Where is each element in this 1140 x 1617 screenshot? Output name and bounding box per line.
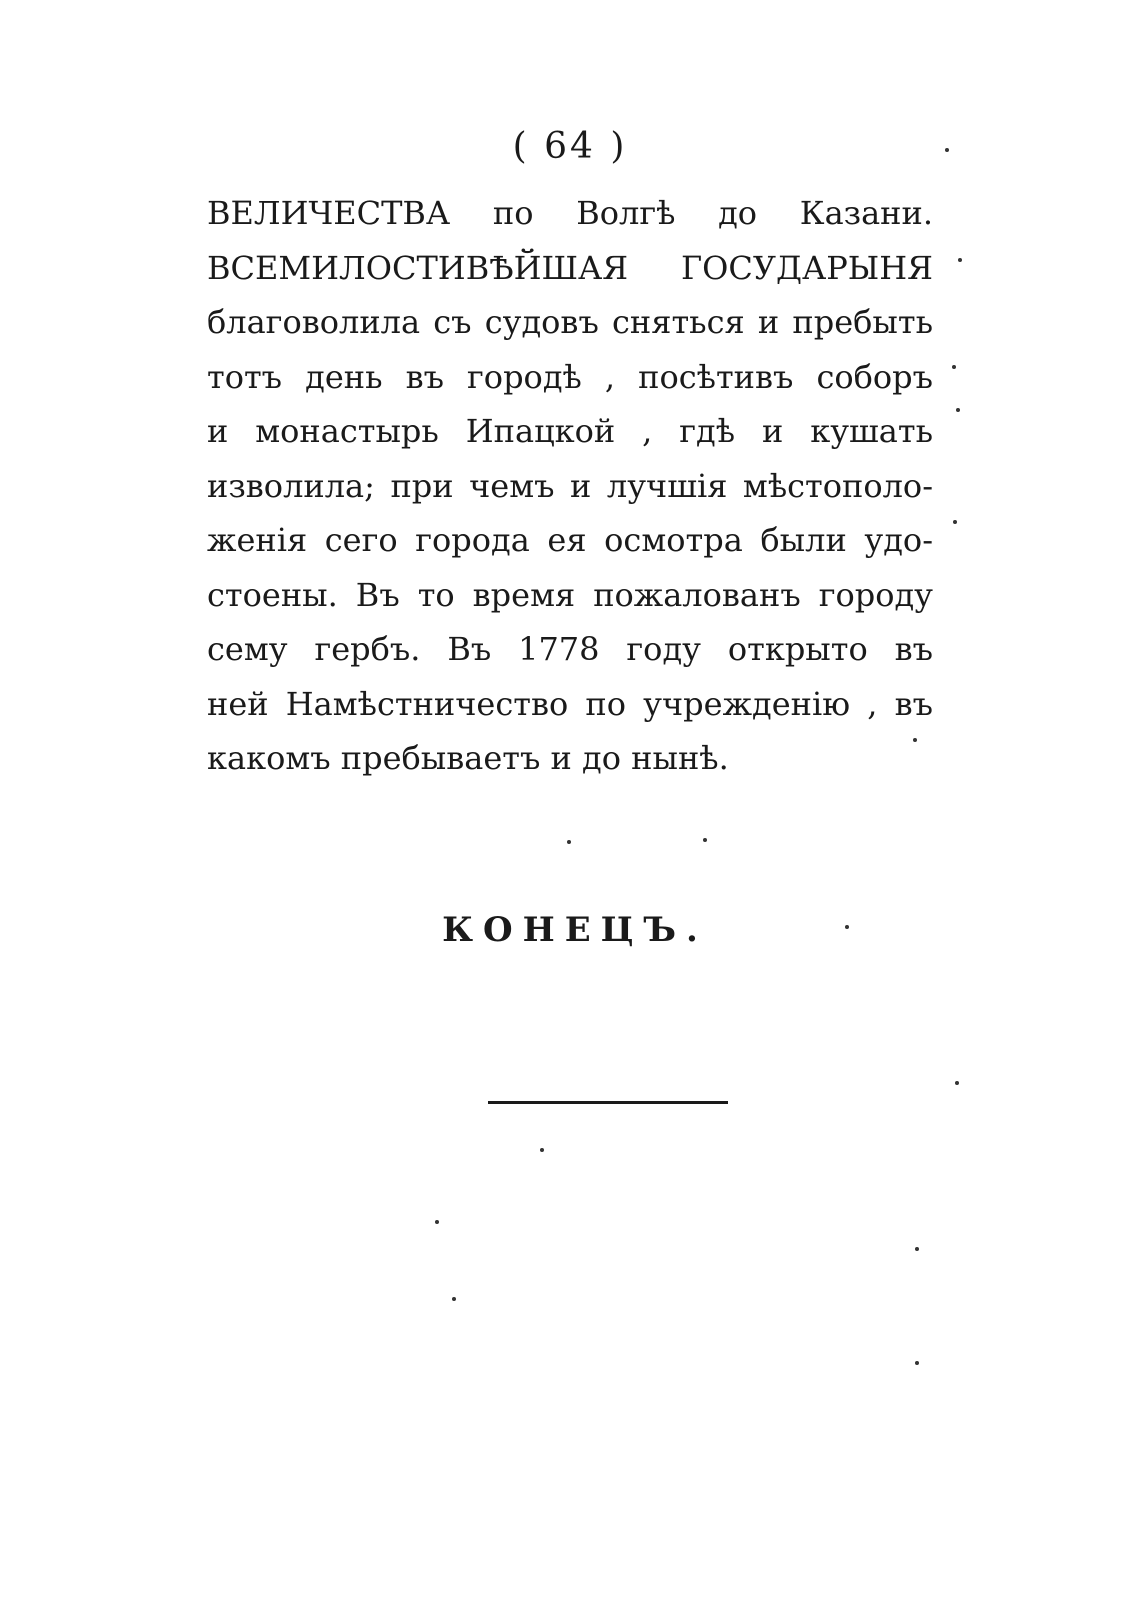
text-line: женiя сего города ея осмотра были удо- [207, 521, 933, 559]
ink-speck [452, 1297, 456, 1301]
ink-speck [845, 925, 849, 929]
text-line: благоволила съ судовъ сняться и пребыть [207, 303, 933, 341]
ink-speck [953, 520, 957, 524]
ink-speck [956, 408, 960, 412]
text-line: сему гербъ. Въ 1778 году открыто въ [207, 630, 933, 668]
ink-speck [958, 258, 962, 262]
ink-speck [915, 1361, 919, 1365]
text-line: тотъ день въ городѣ , посѣтивъ соборъ [207, 357, 933, 396]
page-number: ( 64 ) [512, 126, 628, 167]
ink-speck [540, 1148, 544, 1152]
ink-speck [703, 838, 707, 842]
text-line: ВЕЛИЧЕСТВА по Волгѣ до Казани. [207, 194, 933, 232]
body-text [207, 186, 933, 786]
ink-speck [915, 1247, 919, 1251]
ink-speck [567, 840, 571, 844]
ink-speck [955, 1081, 959, 1085]
ink-speck [913, 738, 917, 742]
ornamental-rule [488, 1101, 728, 1104]
ink-speck [435, 1220, 439, 1224]
ink-speck [952, 365, 956, 369]
text-line: какомъ пребываетъ и до нынѣ. [207, 739, 729, 777]
text-line: стоены. Въ то время пожалованъ городу [207, 575, 933, 614]
text-line: изволила; при чемъ и лучшiя мѣстополо- [207, 466, 933, 505]
text-line: ней Намѣстничество по учрежденiю , въ [207, 684, 933, 723]
ink-speck [945, 148, 949, 152]
ending-title: КОНЕЦЪ. [442, 910, 708, 950]
text-line: и монастырь Ипацкой , гдѣ и кушать [207, 412, 933, 450]
text-line: ВСЕМИЛОСТИВѢЙШАЯ ГОСУДАРЫНЯ [207, 248, 933, 287]
